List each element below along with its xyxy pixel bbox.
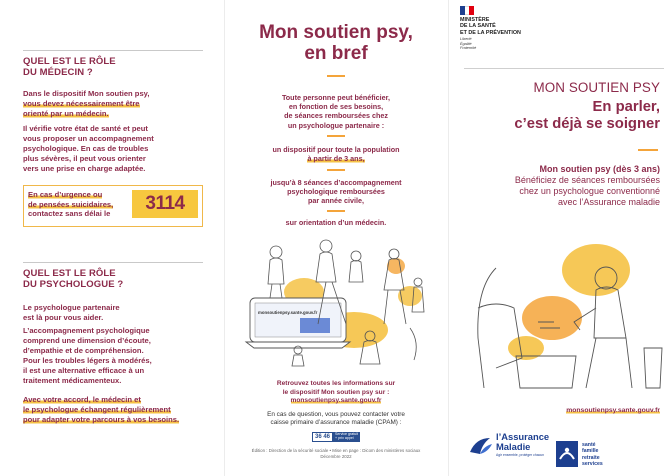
family-illustration [234,232,440,370]
text-line: Bénéficiez de séances remboursées [514,175,660,185]
text-line: Retrouvez toutes les informations sur [276,380,396,387]
dash-separator [638,149,658,151]
psychologue-description [23,326,191,386]
msa-wordmark [582,442,603,468]
title-line: c’est déjà se soigner [514,115,660,132]
text-line: Il vérifie votre état de santé et peut [23,124,148,133]
text-line: retraite [582,454,600,461]
orange-blob [387,258,405,274]
orange-blob [522,296,582,340]
text-line: par année civile, [308,196,364,206]
text-line: Dans le dispositif Mon soutien psy, [23,89,150,98]
text-line: santé [582,442,596,448]
text-line: Fraternité [460,46,477,50]
text-line: vers une prise en charge adaptée. [23,164,146,173]
note-line: + prix appel [335,436,354,441]
note-line: Service gratuit [335,432,358,436]
contact-block [242,411,430,428]
text-line: traitement médicamenteux. [23,376,122,385]
text-line: le dispositif Mon soutien psy sur : [282,388,390,396]
text-line: jusqu’à 8 séances d’accompagnement [270,178,402,187]
left-panel [0,0,224,476]
laptop-base [246,342,350,348]
text-line: en fonction de ses besoins, [288,102,384,112]
text-line: Mon soutien psy (dès 3 ans) [539,164,660,174]
yellow-blob [398,286,422,306]
text-line: Maladie [496,441,531,452]
highlighted-text: pour adapter votre parcours à vos besoins. [23,415,180,424]
text-line: Toute personne peut bénéficier, [281,93,391,102]
text-line: avec l’Assurance maladie [557,197,660,207]
text-line: ET DE LA PRÉVENTION [460,29,521,36]
text-line: sur orientation d’un médecin. [285,218,387,227]
highlighted-text: Avec votre accord, le médecin et [23,395,141,404]
text-line: un psychologue partenaire : [287,120,385,130]
title-line: QUEL EST LE RÔLE [23,268,116,279]
highlighted-text: vous devez nécessairement être [23,99,140,108]
url-text: monsoutienpsy.sante.gouv.fr [566,407,660,414]
highlighted-text: le psychologue échangent régulièrement [23,405,171,414]
title-line: Mon soutien psy, [259,22,413,43]
text-line: DE LA SANTÉ [460,23,496,30]
msa-icon [556,441,578,467]
title-line: QUEL EST LE RÔLE [23,56,116,67]
title-line: DU MÉDECIN ? [23,67,93,78]
urgence-text [28,190,138,219]
highlighted-text: orienté par un médecin. [23,109,109,118]
text-line: famille [582,448,599,455]
dash-separator [327,75,345,77]
republique-logo [460,6,570,56]
summary-block-eligibility [242,93,430,130]
summary-block-orientation [242,218,430,227]
consultation-illustration [456,238,666,396]
text-line: Décembre 2022 [320,453,352,459]
cover-lead [464,164,660,208]
laptop-screen-text: monsoutienpsy.sante.gouv.fr [258,310,318,315]
section-title-psychologue [23,268,123,290]
yellow-blob [562,244,630,296]
middle-panel [224,0,448,476]
text-line: services [582,461,603,468]
right-panel [448,0,672,476]
divider [23,262,203,263]
summary-title [236,22,436,64]
info-block [242,380,430,406]
text-line: Pour les troubles légers à modérés, [23,356,152,365]
medecin-intro [23,89,191,119]
highlighted-text: En cas d’urgence ou [28,190,103,199]
ministry-name [460,17,570,36]
title-line: en bref [304,43,368,64]
section-title-medecin [23,56,116,78]
text-line: psychologique remboursées [287,187,385,197]
devise [460,37,476,51]
divider [464,68,664,69]
text-line: psychologique. En cas de troubles [23,144,149,153]
text-line: chez un psychologue conventionné [519,186,660,196]
msa-logo [556,441,642,469]
am-tagline: Agir ensemble, protéger chacun [496,453,545,457]
text-line: il est une alternative efficace à un [23,366,145,375]
marianne-flag-icon [460,6,474,15]
text-line: MINISTÈRE [460,17,490,23]
assurance-maladie-logo [466,431,550,468]
psychologue-collaboration [23,395,219,425]
text-line: En cas de question, vous pouvez contacter votre [267,411,405,418]
text-line: L’accompagnement psychologique [23,326,150,335]
divider [23,50,203,51]
text-line: contactez sans délai le [28,209,111,218]
title-line: DU PSYCHOLOGUE ? [23,279,124,290]
text-line: de séances remboursées chez [284,111,388,121]
phone-badge [312,432,360,442]
edition-credits [242,448,430,460]
phone-number: 36 46 [312,432,333,442]
text-line: est là pour vous aider. [23,313,104,322]
text-line: Édition : Direction de la sécurité sociale • Mise en page : Dicom des ministères sociaux [251,448,421,453]
dash-separator [327,169,345,171]
am-wordmark [496,432,549,452]
website-link[interactable]: monsoutienpsy.sante.gouv.fr [290,397,382,405]
text-line: un dispositif pour toute la population [272,145,400,154]
text-line: plus sévères, il peut vous orienter [23,154,146,163]
phone-note [333,432,360,442]
text-line: Liberté [460,37,472,41]
cover-title: MON SOUTIEN PSY [533,80,660,95]
emergency-number: 3114 [132,190,198,218]
summary-block-population [242,145,430,163]
text-line: d’empathie et de compréhension. [23,346,144,355]
text-line: caisse primaire d’assurance maladie (CPAM) : [270,419,402,427]
summary-block-sessions [242,178,430,206]
dash-separator [327,210,345,212]
psychologue-intro [23,303,191,323]
dash-separator [327,135,345,137]
highlighted-text: de pensées suicidaires, [28,199,114,209]
text-line: comprend une dimension d’écoute, [23,336,151,345]
text-line: l’Assurance [496,431,550,442]
title-line: En parler, [592,99,660,115]
cover-subtitle [464,99,660,132]
highlighted-text: à partir de 3 ans, [307,154,365,164]
text-line: Le psychologue partenaire [23,303,120,312]
medecin-description [23,124,191,174]
text-line: Égalité [460,41,472,46]
text-line: vous proposer un accompagnement [23,134,154,143]
assurance-maladie-icon [466,432,494,460]
screen-image [300,318,330,333]
website-link[interactable] [464,406,660,415]
